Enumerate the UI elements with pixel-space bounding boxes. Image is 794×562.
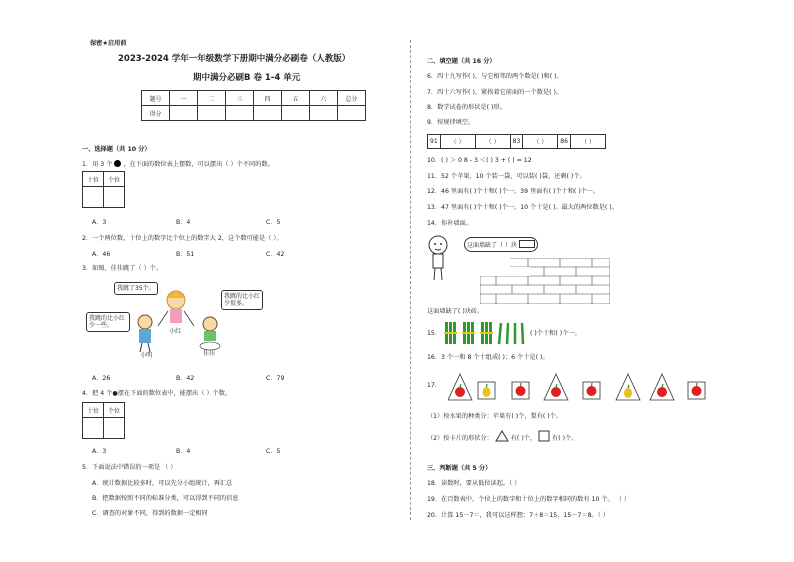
score-cell[interactable] xyxy=(310,106,338,121)
question-5: 5．下面说法中错误的一项是 （ ） xyxy=(82,464,177,471)
pv-cell[interactable] xyxy=(104,418,125,439)
dot-icon xyxy=(114,160,121,167)
score-header: 一 xyxy=(170,91,198,106)
question-7: 7．四十六写作( )，紧挨着它前面的一个数是( )。 xyxy=(427,89,563,96)
score-header: 三 xyxy=(226,91,254,106)
label-xiaoming: 小明 xyxy=(140,352,153,359)
score-header: 五 xyxy=(282,91,310,106)
question-12: 12．46 里面有( )个十和( )个一。39 里面有( )个十和( )个一。 xyxy=(427,188,600,195)
pv-cell[interactable] xyxy=(104,187,125,208)
question-14: 14．你补墙面。 xyxy=(427,220,472,227)
score-cell[interactable] xyxy=(198,106,226,121)
q3-option-a[interactable]: A．26 xyxy=(92,375,111,382)
column-divider xyxy=(410,40,411,520)
question-6: 6．四十九写作( )，与它相邻的两个数是( )和( )。 xyxy=(427,73,563,80)
section2-title: 二、填空题（共 16 分） xyxy=(427,58,496,65)
question-13: 13．47 里面有( )个十和( )个一。10 个十是( )。最大的两位数是( )。 xyxy=(427,204,618,211)
seq-cell: 91 xyxy=(428,135,441,149)
q5-option-c[interactable]: C．调查的对象不同，得到的数据一定相同 xyxy=(92,510,208,517)
q5-option-b[interactable]: B．把数据按照不同的标准分类，可以得到不同的信息 xyxy=(92,495,239,502)
place-value-table-4 xyxy=(82,402,125,439)
pv-head-tens: 十位 xyxy=(83,403,104,418)
question-18: 18．读数时，要从低位读起。（ ） xyxy=(427,480,521,487)
score-cell[interactable] xyxy=(170,106,198,121)
pv-head-tens: 十位 xyxy=(83,172,104,187)
score-header: 总分 xyxy=(338,91,366,106)
question-8: 8．数学试卷的形状是( )形。 xyxy=(427,104,506,111)
q4-option-c[interactable]: C．5 xyxy=(266,448,281,455)
pv-cell[interactable] xyxy=(83,187,104,208)
seq-cell[interactable]: （ ） xyxy=(475,135,510,149)
label-xiaohong: 小红 xyxy=(169,328,182,335)
section3-title: 三、判断题（共 5 分） xyxy=(427,465,492,472)
q2-option-b[interactable]: B．51 xyxy=(176,251,195,258)
wall-thought-bubble: 这面墙缺了（ ）块 xyxy=(464,237,538,252)
brick-wall-image xyxy=(480,258,610,304)
seq-cell: 86 xyxy=(558,135,571,149)
question-3: 3．如图，佳佳跳了（ ）个。 xyxy=(82,265,163,272)
question-15: 15． xyxy=(427,330,442,337)
question-1: 1．用 3 个 ，在下面的数位表上摆数，可以摆出（ ）个不同的数。 xyxy=(82,161,274,168)
q2-option-a[interactable]: A．46 xyxy=(92,251,111,258)
q4-option-a[interactable]: A．3 xyxy=(92,448,107,455)
boy-thinking-icon xyxy=(426,234,452,282)
question-17-2: （2）按卡片的形状分： 有( )个， 有( )个。 xyxy=(427,430,577,443)
bamboo-sticks-image xyxy=(443,320,525,346)
children-illustration xyxy=(128,286,258,356)
q5-option-a[interactable]: A．统计数据比较多时，可以先分小组统计，再汇总 xyxy=(92,480,233,487)
question-19: 19．在百数表中，个位上的数字和十位上的数字相同的数有 10 个。 （ ） xyxy=(427,496,631,503)
question-20: 20．计算 15－7＝，我可以这样想：7＋8＝15，15－7＝8。（ ） xyxy=(427,512,609,519)
q3-option-c[interactable]: C．79 xyxy=(266,375,285,382)
page-title: 2023-2024 学年一年级数学下册期中满分必刷卷（人教版） xyxy=(118,54,351,64)
question-17: 17． xyxy=(427,382,442,389)
q1-option-b[interactable]: B．4 xyxy=(176,219,191,226)
label-jiajia: 佳佳 xyxy=(203,350,216,357)
q1-option-c[interactable]: C．5 xyxy=(266,219,281,226)
score-header: 六 xyxy=(310,91,338,106)
speech-bubble-hong: 我跳了35个。 xyxy=(114,282,158,295)
boy-ming-figure xyxy=(138,315,152,352)
score-header: 题号 xyxy=(142,91,170,106)
q4-option-b[interactable]: B．4 xyxy=(176,448,191,455)
q1-option-a[interactable]: A．3 xyxy=(92,219,107,226)
girl-jia-figure xyxy=(200,317,220,350)
page-subtitle: 期中满分必刷B 卷 1-4 单元 xyxy=(193,73,301,83)
fruit-cards-image xyxy=(448,372,710,402)
score-header: 四 xyxy=(254,91,282,106)
pv-head-ones: 个位 xyxy=(104,403,125,418)
triangle-icon xyxy=(495,430,509,442)
seq-cell[interactable]: （ ） xyxy=(440,135,475,149)
question-14-answer: 这面墙缺了( )块砖。 xyxy=(427,308,484,315)
seq-cell: 83 xyxy=(510,135,523,149)
q2-option-c[interactable]: C．42 xyxy=(266,251,285,258)
pv-head-ones: 个位 xyxy=(104,172,125,187)
brick-icon xyxy=(519,240,535,248)
score-cell[interactable] xyxy=(338,106,366,121)
girl-hong-figure xyxy=(158,291,194,326)
section1-title: 一、选择题（共 10 分） xyxy=(82,146,151,153)
score-cell[interactable] xyxy=(282,106,310,121)
question-17-1: （1）按水果的种类分：苹果有( )个，梨有( )个。 xyxy=(427,413,563,420)
score-row-label: 得分 xyxy=(142,106,170,121)
secret-label: 保密★启用前 xyxy=(90,40,127,47)
speech-bubble-ming: 我跳的比小红少一些。 xyxy=(86,312,130,332)
question-4: 4．把 4 个●摆在下面的数位表中，能摆出（ ）个数。 xyxy=(82,390,232,397)
q3-option-b[interactable]: B．42 xyxy=(176,375,195,382)
seq-cell[interactable]: （ ） xyxy=(570,135,605,149)
question-9: 9．按规律填空。 xyxy=(427,119,475,126)
speech-bubble-jia: 我跳的比小红少很多。 xyxy=(221,290,263,310)
question-15-answer: ( )个十和( )个一。 xyxy=(530,330,581,337)
question-2: 2．一个两位数，十位上的数字比个位上的数字大 2，这个数可能是（ ）。 xyxy=(82,235,283,242)
question-10: 10．( ) ＞ 0 8 - 3 ＜( ) 3 + ( ) = 12 xyxy=(427,157,532,164)
pv-cell[interactable] xyxy=(83,418,104,439)
sequence-table xyxy=(427,134,606,149)
score-cell[interactable] xyxy=(226,106,254,121)
score-table xyxy=(141,90,366,121)
score-header: 二 xyxy=(198,91,226,106)
question-11: 11．52 个苹果，10 个装一袋，可以装( )袋，还剩( )个。 xyxy=(427,173,586,180)
place-value-table-1 xyxy=(82,171,125,208)
square-icon xyxy=(538,430,550,442)
seq-cell[interactable]: （ ） xyxy=(523,135,558,149)
question-16: 16．3 个一和 8 个十组成( )；6 个十是( )。 xyxy=(427,354,549,361)
score-cell[interactable] xyxy=(254,106,282,121)
